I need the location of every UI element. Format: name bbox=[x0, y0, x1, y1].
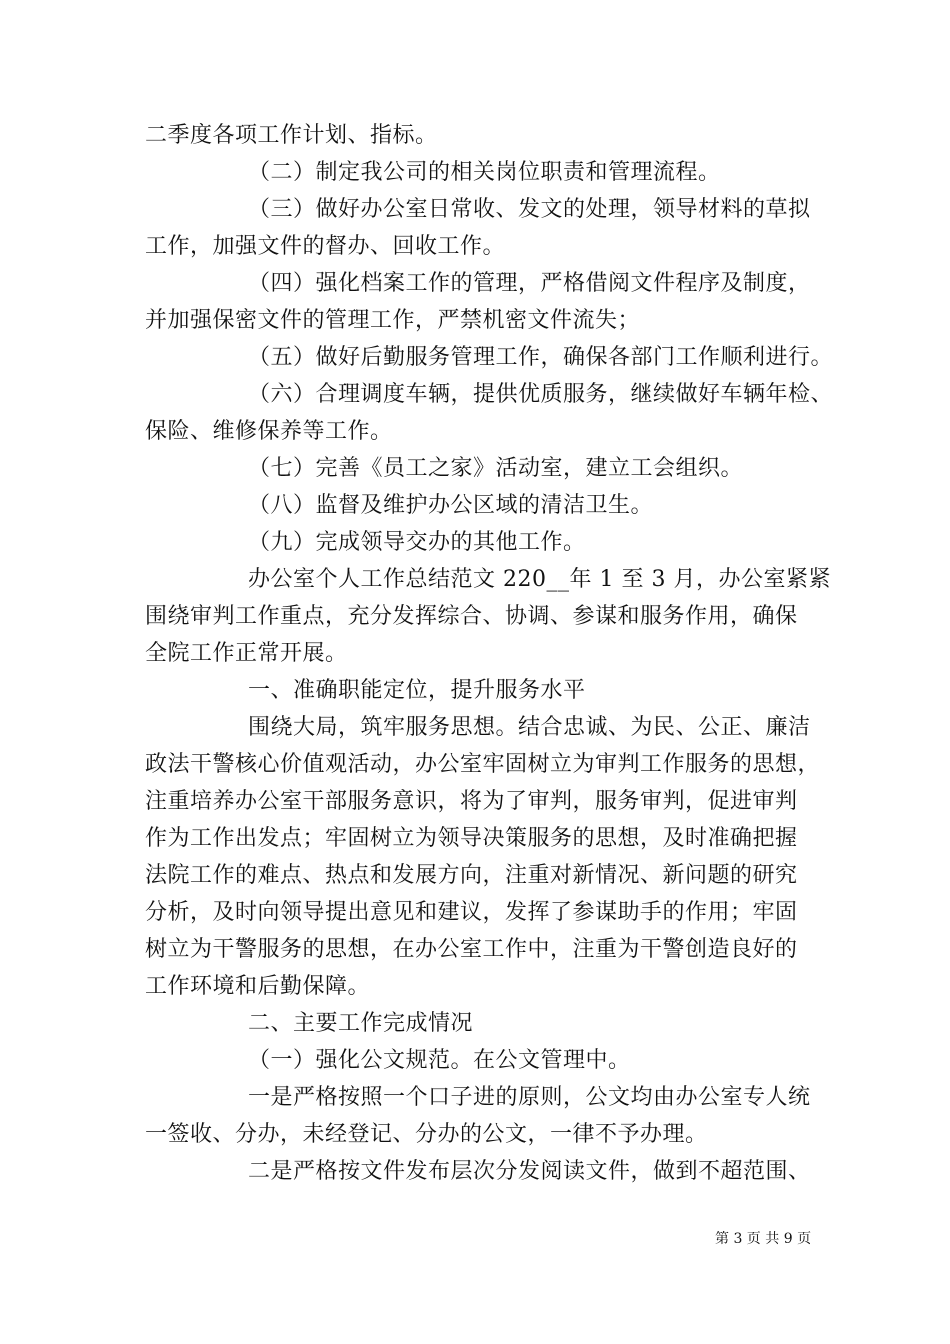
text-line: 二是严格按文件发布层次分发阅读文件，做到不超范围、 bbox=[248, 1159, 811, 1184]
text-line: （八）监督及维护办公区域的清洁卫生。 bbox=[248, 493, 654, 518]
text-line: 树立为干警服务的思想，在办公室工作中，注重为干警创造良好的 bbox=[145, 937, 798, 962]
text-line: 一签收、分办，未经登记、分办的公文，一律不予办理。 bbox=[145, 1122, 708, 1147]
page-number-footer: 第 3 页 共 9 页 bbox=[715, 1231, 812, 1247]
text-line: 二季度各项工作计划、指标。 bbox=[145, 123, 438, 148]
text-line: 分析，及时向领导提出意见和建议，发挥了参谋助手的作用；牢固 bbox=[145, 900, 798, 925]
text-line: 全院工作正常开展。 bbox=[145, 641, 348, 666]
text-line: （九）完成领导交办的其他工作。 bbox=[248, 530, 586, 555]
text-line: 围绕审判工作重点，充分发挥综合、协调、参谋和服务作用，确保 bbox=[145, 604, 798, 629]
text-line: 围绕大局，筑牢服务思想。结合忠诚、为民、公正、廉洁 bbox=[248, 715, 811, 740]
section-heading: 一、准确职能定位，提升服务水平 bbox=[248, 678, 586, 703]
text-line: （一）强化公文规范。在公文管理中。 bbox=[248, 1048, 631, 1073]
text-line: 工作，加强文件的督办、回收工作。 bbox=[145, 234, 506, 259]
text-line: 法院工作的难点、热点和发展方向，注重对新情况、新问题的研究 bbox=[145, 863, 798, 888]
text-line: （六）合理调度车辆，提供优质服务，继续做好车辆年检、 bbox=[248, 382, 834, 407]
text-line: （七）完善《员工之家》活动室，建立工会组织。 bbox=[248, 456, 744, 481]
text-line: （五）做好后勤服务管理工作，确保各部门工作顺利进行。 bbox=[248, 345, 834, 370]
text-line: （四）强化档案工作的管理，严格借阅文件程序及制度， bbox=[248, 271, 811, 296]
text-line: 办公室个人工作总结范文 220__年 1 至 3 月，办公室紧紧 bbox=[248, 567, 831, 592]
section-heading: 二、主要工作完成情况 bbox=[248, 1011, 474, 1036]
text-line: 工作环境和后勤保障。 bbox=[145, 974, 371, 999]
text-line: 并加强保密文件的管理工作，严禁机密文件流失； bbox=[145, 308, 641, 333]
text-line: 注重培养办公室干部服务意识，将为了审判，服务审判，促进审判 bbox=[145, 789, 798, 814]
text-line: 一是严格按照一个口子进的原则，公文均由办公室专人统 bbox=[248, 1085, 811, 1110]
text-line: 保险、维修保养等工作。 bbox=[145, 419, 393, 444]
text-line: （三）做好办公室日常收、发文的处理，领导材料的草拟 bbox=[248, 197, 811, 222]
text-line: 政法干警核心价值观活动，办公室牢固树立为审判工作服务的思想， bbox=[145, 752, 821, 777]
text-line: （二）制定我公司的相关岗位职责和管理流程。 bbox=[248, 160, 721, 185]
text-line: 作为工作出发点；牢固树立为领导决策服务的思想，及时准确把握 bbox=[145, 826, 798, 851]
